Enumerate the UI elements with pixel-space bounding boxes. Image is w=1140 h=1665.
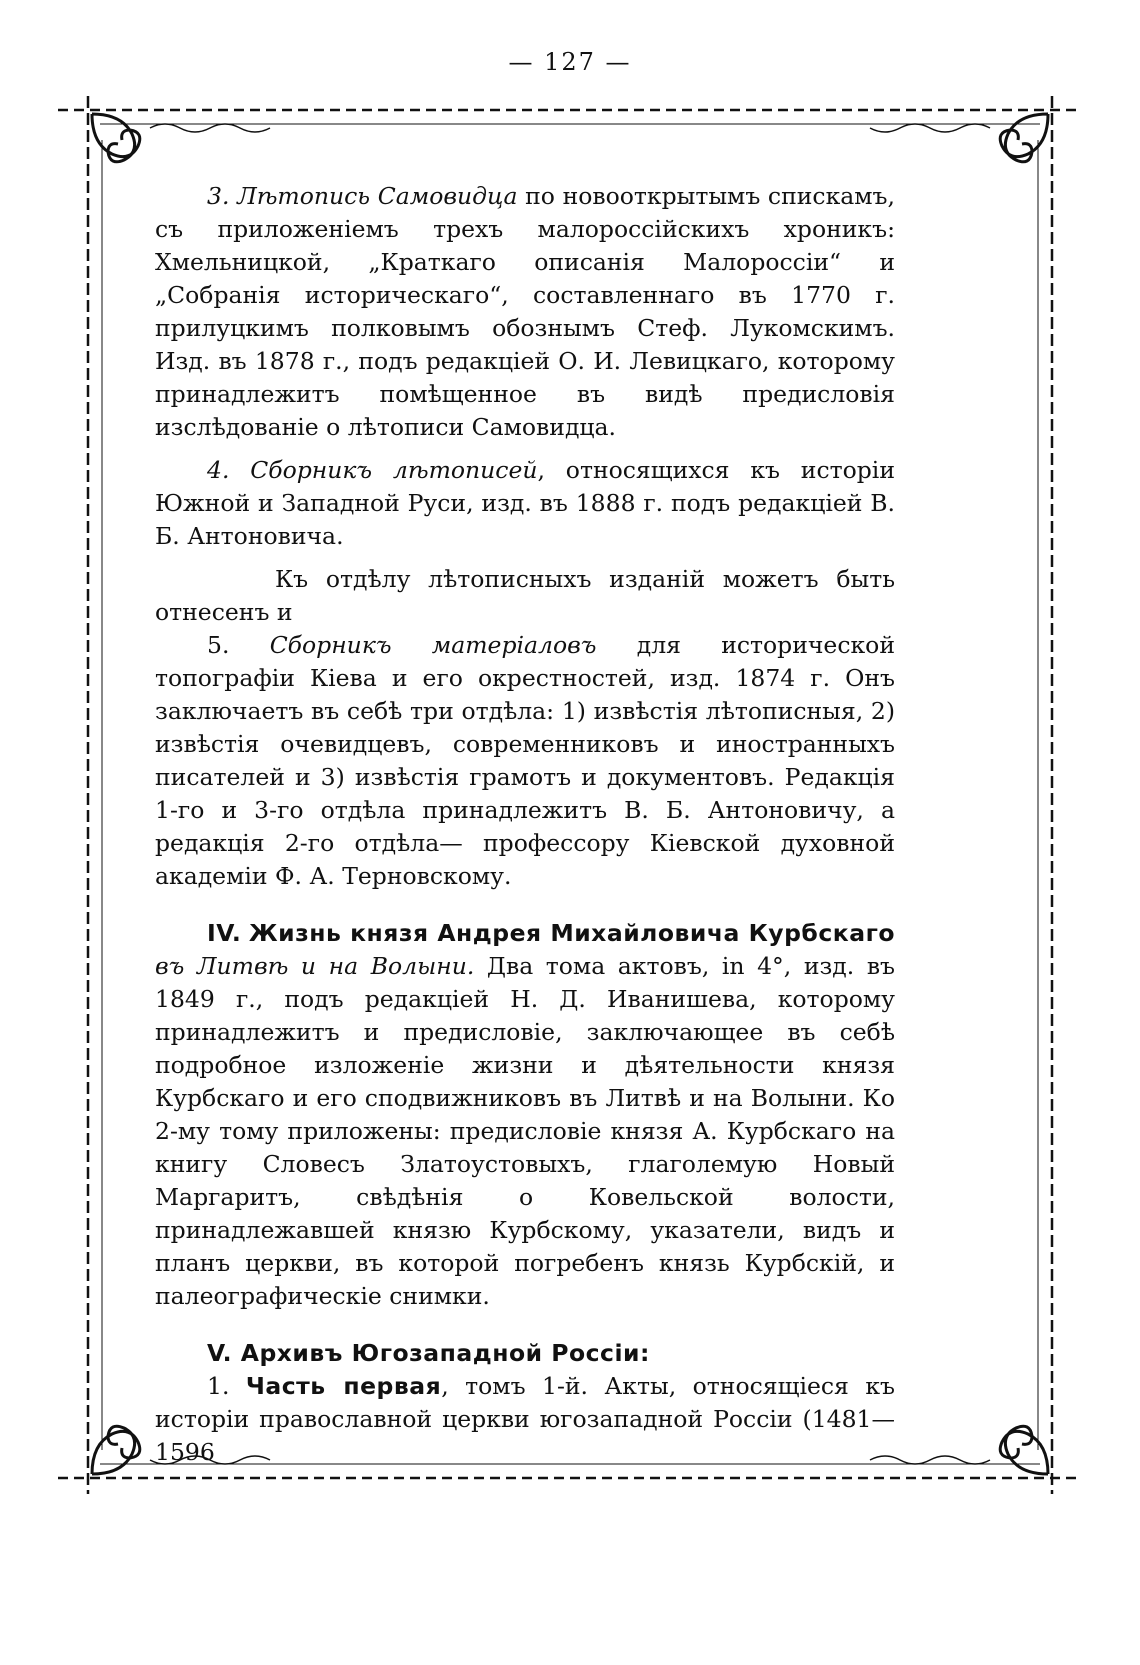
corner-ornament-bottom-right: [1000, 1426, 1048, 1474]
item-title: Сборникъ матеріаловъ: [269, 631, 597, 659]
section-v-item-1: [155, 1370, 895, 1469]
item-3: [155, 180, 895, 444]
transition-text: Къ отдѣлу лѣтописныхъ изданій можетъ быть отнесенъ и: [155, 565, 895, 626]
item-title: Лѣтопись Самовидца: [237, 182, 518, 210]
corner-ornament-top-right: [1000, 114, 1048, 162]
section-v-heading: V. Архивъ Югозападной Россіи:: [207, 1339, 650, 1367]
corner-ornament-top-left: [92, 114, 140, 162]
item-text: по новооткрытымъ спискамъ, съ приложеніемъ трехъ малороссійскихъ хроникъ: Хмельницкой, „Краткаго описанія Малороссіи“ и „Собранія историческаго“, составленнаго въ 1770 г. прилуцкимъ полковымъ обознымъ Стеф. Лукомскимъ. Изд. въ 1878 г., подъ редакціей О. И. Левицкаго, которому принадлежитъ помѣщенное въ видѣ предисловія изслѣдованіе о лѣтописи Самовидца.: [155, 182, 895, 441]
section-title: Жизнь князя Андрея Михайловича Курбскаго: [248, 919, 895, 947]
section-iv: [155, 917, 895, 1313]
section-text: Два тома актовъ, in 4°, изд. въ 1849 г., подъ редакціей Н. Д. Иванишева, которому принадлежитъ и предисловіе, заключающее въ себѣ подробное изложеніе жизни и дѣятельности князя Курбскаго и его сподвижниковъ въ Литвѣ и на Волыни. Ко 2-му тому приложены: предисловіе князя А. Курбскаго на книгу Словесъ Златоустовыхъ, глаголемую Новый Маргаритъ, свѣдѣнія о Ковельской волости, принадлежавшей князю Курбскому, указатели, видъ и планъ церкви, въ которой погребенъ князь Курбскій, и палеографическіе снимки.: [155, 952, 895, 1310]
item-title: Часть первая: [245, 1372, 442, 1400]
item-4: [155, 454, 895, 553]
corner-ornament-bottom-left: [92, 1426, 140, 1474]
item-number: 1.: [207, 1372, 230, 1400]
item-number: 4.: [207, 456, 230, 484]
item-5: [155, 629, 895, 893]
page-number: — 127 —: [508, 48, 632, 76]
item-text: , томъ 1-й. Акты, относящіеся къ исторіи православной церкви югозападной Россіи (1481—1596: [155, 1372, 895, 1466]
item-text: , относящихся къ исторіи Южной и Западной Руси, изд. въ 1888 г. подъ редакціей В. Б. Антоновича.: [155, 456, 895, 550]
section-title-italic: въ Литвѣ и на Волыни.: [155, 952, 475, 980]
item-title: Сборникъ лѣтописей: [250, 456, 538, 484]
item-number: 3.: [207, 182, 230, 210]
item-number: 5.: [207, 631, 230, 659]
page-body: [155, 180, 895, 1469]
section-number: IV.: [207, 919, 242, 947]
item-text: для исторической топографіи Кіева и его окрестностей, изд. 1874 г. Онъ заключаетъ въ себѣ три отдѣла: 1) извѣстія лѣтописныя, 2) извѣстія очевидцевъ, современниковъ и иностранныхъ писателей и 3) извѣстія грамотъ и документовъ. Редакція 1-го и 3-го отдѣла принадлежитъ В. Б. Антоновичу, а редакція 2-го отдѣла— профессору Кіевской духовной академіи Ф. А. Терновскому.: [155, 631, 895, 890]
